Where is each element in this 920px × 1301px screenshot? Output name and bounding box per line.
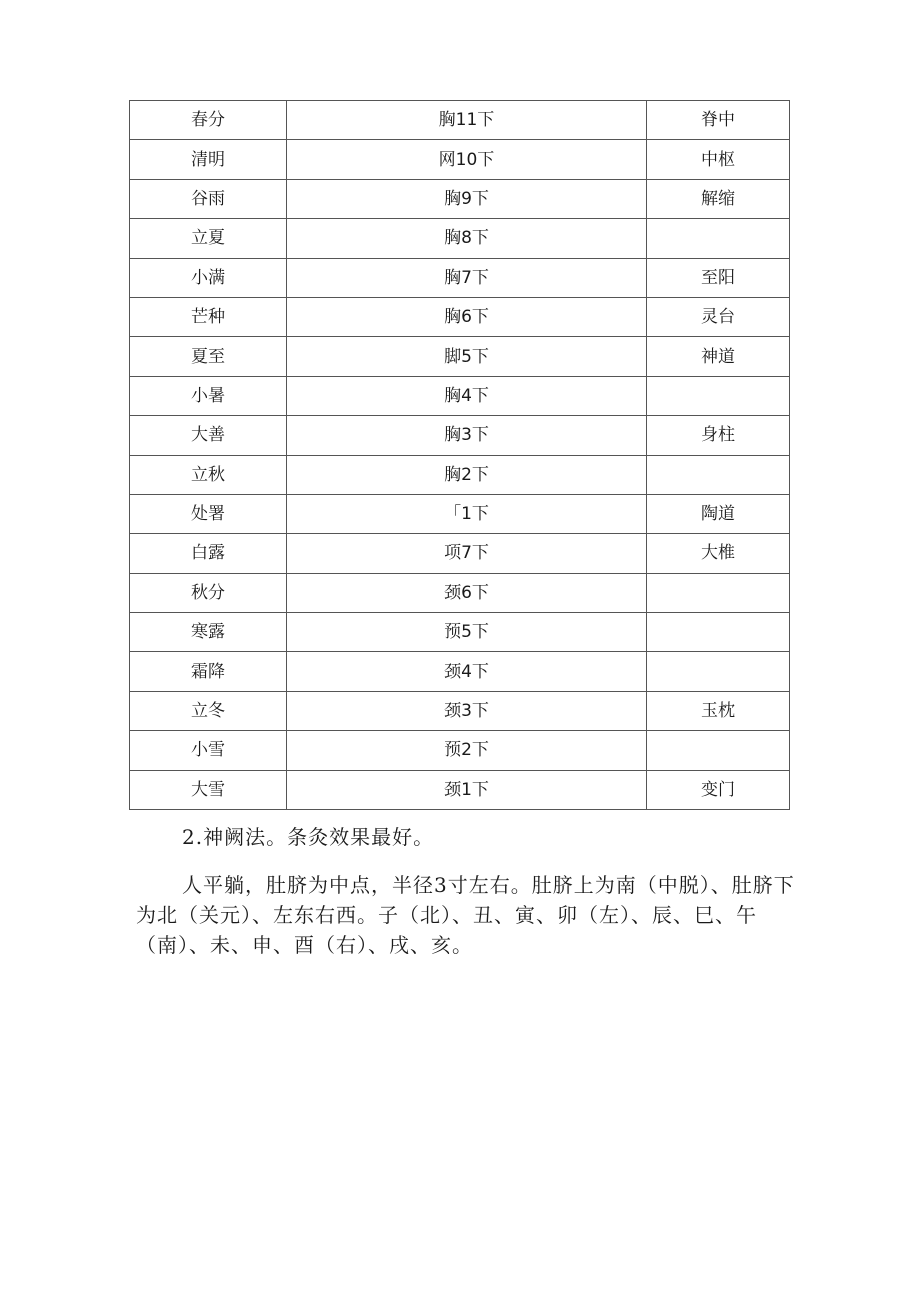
spine-position-cell: 胸3下 <box>287 416 647 455</box>
spine-position-cell: 胸8下 <box>287 219 647 258</box>
solar-term-table <box>129 100 790 810</box>
acupoint-cell: 灵台 <box>647 297 790 336</box>
acupoint-cell <box>647 613 790 652</box>
table-row <box>130 376 790 415</box>
acupoint-cell: 变门 <box>647 770 790 809</box>
table-row <box>130 101 790 140</box>
table-row <box>130 219 790 258</box>
solar-term-cell: 谷雨 <box>130 179 287 218</box>
table-row <box>130 770 790 809</box>
spine-position-cell: 网10下 <box>287 140 647 179</box>
solar-term-cell: 大善 <box>130 416 287 455</box>
solar-term-cell: 大雪 <box>130 770 287 809</box>
spine-position-cell: 胸11下 <box>287 101 647 140</box>
spine-position-cell: 「1下 <box>287 494 647 533</box>
solar-term-cell: 春分 <box>130 101 287 140</box>
table-row <box>130 416 790 455</box>
solar-term-cell: 小暑 <box>130 376 287 415</box>
acupoint-cell <box>647 376 790 415</box>
spine-position-cell: 胸9下 <box>287 179 647 218</box>
acupoint-cell: 中枢 <box>647 140 790 179</box>
table-row <box>130 652 790 691</box>
table-row <box>130 691 790 730</box>
table-row <box>130 258 790 297</box>
acupoint-cell <box>647 652 790 691</box>
solar-term-cell: 立秋 <box>130 455 287 494</box>
table-row <box>130 337 790 376</box>
spine-position-cell: 胸7下 <box>287 258 647 297</box>
table-row <box>130 731 790 770</box>
solar-term-cell: 夏至 <box>130 337 287 376</box>
solar-term-cell: 小雪 <box>130 731 287 770</box>
solar-term-cell: 立冬 <box>130 691 287 730</box>
acupoint-cell <box>647 455 790 494</box>
solar-term-cell: 立夏 <box>130 219 287 258</box>
spine-position-cell: 颈6下 <box>287 573 647 612</box>
table-row <box>130 573 790 612</box>
spine-position-cell: 项7下 <box>287 534 647 573</box>
table-row <box>130 140 790 179</box>
spine-position-cell: 胸4下 <box>287 376 647 415</box>
spine-position-cell: 颈3下 <box>287 691 647 730</box>
section-heading: 2.神阙法。条灸效果最好。 <box>182 825 435 849</box>
table-row <box>130 494 790 533</box>
acupoint-cell: 陶道 <box>647 494 790 533</box>
table-body <box>130 101 790 810</box>
table-row <box>130 613 790 652</box>
acupoint-cell <box>647 219 790 258</box>
acupoint-cell <box>647 731 790 770</box>
spine-position-cell: 预5下 <box>287 613 647 652</box>
solar-term-cell: 白露 <box>130 534 287 573</box>
table-row <box>130 297 790 336</box>
spine-position-cell: 胸2下 <box>287 455 647 494</box>
spine-position-cell: 脚5下 <box>287 337 647 376</box>
solar-term-cell: 芒种 <box>130 297 287 336</box>
spine-position-cell: 胸6下 <box>287 297 647 336</box>
acupoint-cell: 脊中 <box>647 101 790 140</box>
acupoint-cell: 至阳 <box>647 258 790 297</box>
body-paragraph: 人平躺，肚脐为中点，半径3寸左右。肚脐上为南（中脱）、肚脐下为北（关元）、左东右西。子（北）、丑、寅、卯（左）、辰、巳、午（南）、未、申、酉（右）、戌、亥。 <box>136 873 795 957</box>
solar-term-cell: 秋分 <box>130 573 287 612</box>
solar-term-cell: 处署 <box>130 494 287 533</box>
table-row <box>130 179 790 218</box>
solar-term-cell: 霜降 <box>130 652 287 691</box>
solar-term-cell: 寒露 <box>130 613 287 652</box>
spine-position-cell: 预2下 <box>287 731 647 770</box>
spine-position-cell: 颈4下 <box>287 652 647 691</box>
solar-term-cell: 清明 <box>130 140 287 179</box>
table-row <box>130 534 790 573</box>
acupoint-cell: 解缩 <box>647 179 790 218</box>
acupoint-cell: 玉枕 <box>647 691 790 730</box>
spine-position-cell: 颈1下 <box>287 770 647 809</box>
acupoint-cell: 神道 <box>647 337 790 376</box>
acupoint-cell: 身柱 <box>647 416 790 455</box>
solar-term-cell: 小满 <box>130 258 287 297</box>
acupoint-cell: 大椎 <box>647 534 790 573</box>
table-row <box>130 455 790 494</box>
acupoint-cell <box>647 573 790 612</box>
